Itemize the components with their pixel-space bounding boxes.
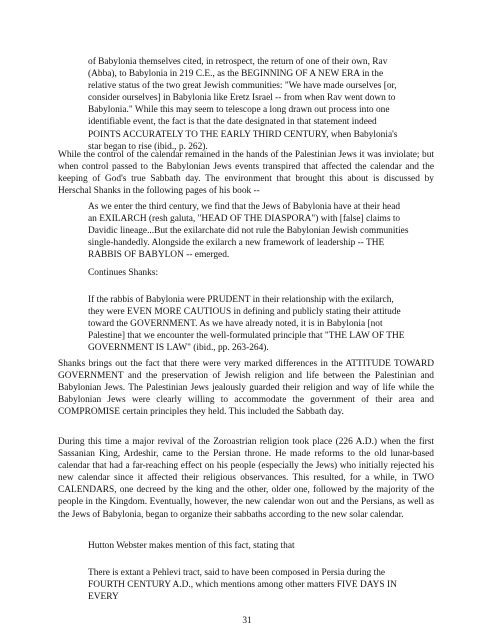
quote-paragraph: Hutton Webster makes mention of this fact, stating that [88, 541, 295, 551]
page-number: 31 [242, 616, 252, 626]
quote-paragraph: As we enter the third century, we find that the Jews of Babylonia have at their head an EXILARCH (resh galuta, "HEAD OF THE DIASPORA") with [false] claims to Davidic lineage...But the exilarchate did not rule the Babylonian Jewish communities single-handedly. Alongside the exilarch a new framework of leadership -- THE RABBIS OF BABYLON -- emerged. [88, 202, 409, 261]
quote-paragraph: Continues Shanks: [88, 268, 159, 278]
body-paragraph: Shanks brings out the fact that there were very marked differences in the ATTITUDE TOWARD GOVERNMENT and the preservation of Jewish religion and life between the Palestinian and Babylonian Jews. The Palestinian Jews jealously guarded their religion and way of life while the Babylonian Jews were clearly willing to accommodate the government of their area and COMPROMISE certain principles they held. This included the Sabbath day. [58, 359, 434, 418]
body-paragraph: During this time a major revival of the Zoroastrian religion took place (226 A.D.) when the first Sassanian King, Ardeshir, came to the Persian throne. He made reforms to the old lunar-based calendar that had a far-reaching effect on his people (especially the Jews) who initially rejected his new calendar since it affected their religious observances. This resulted, for a while, in TWO CALENDARS, one decreed by the king and the other, older one, followed by the majority of the people in the Kingdom. Eventually, however, the new calendar won out and the Persians, as well as the Jews of Babylonia, began to organize their sabbaths according to the new solar calendar. [58, 437, 434, 520]
quote-paragraph: If the rabbis of Babylonia were PRUDENT in their relationship with the exilarch, they were EVEN MORE CAUTIOUS in defining and publicly stating their attitude toward the GOVERNMENT. As we have already noted, it is in Babylonia [not Palestine] that we encounter the well-formulated principle that "THE LAW OF THE GOVERNMENT IS LAW" (ibid., pp. 263-264). [88, 295, 405, 354]
quote-paragraph: of Babylonia themselves cited, in retrospect, the return of one of their own, Rav (Abba), to Babylonia in 219 C.E., as the BEGINNING OF A NEW ERA in the relative status of the two great Jewish communities: "We have made ourselves [or, consider ourselves] in Babylonia like Eretz Israel -- from when Rav went down to Babylonia." While this may seem to telescope a long drawn out process into one identifiable event, the fact is that the date designated in that statement indeed POINTS ACCURATELY TO THE EARLY THIRD CENTURY, when Babylonia's star began to rise (ibid., p. 262). [88, 57, 398, 152]
quote-paragraph: There is extant a Pehlevi tract, said to have been composed in Persia during the FOURTH CENTURY A.D., which mentions among other matters FIVE DAYS IN EVERY [88, 568, 397, 603]
body-paragraph: While the control of the calendar remained in the hands of the Palestinian Jews it was inviolate; but when control passed to the Babylonian Jews events transpired that affected the calendar and the keeping of God's true Sabbath day. The environment that brought this about is discussed by Herschal Shanks in the following pages of his book -- [58, 150, 434, 197]
